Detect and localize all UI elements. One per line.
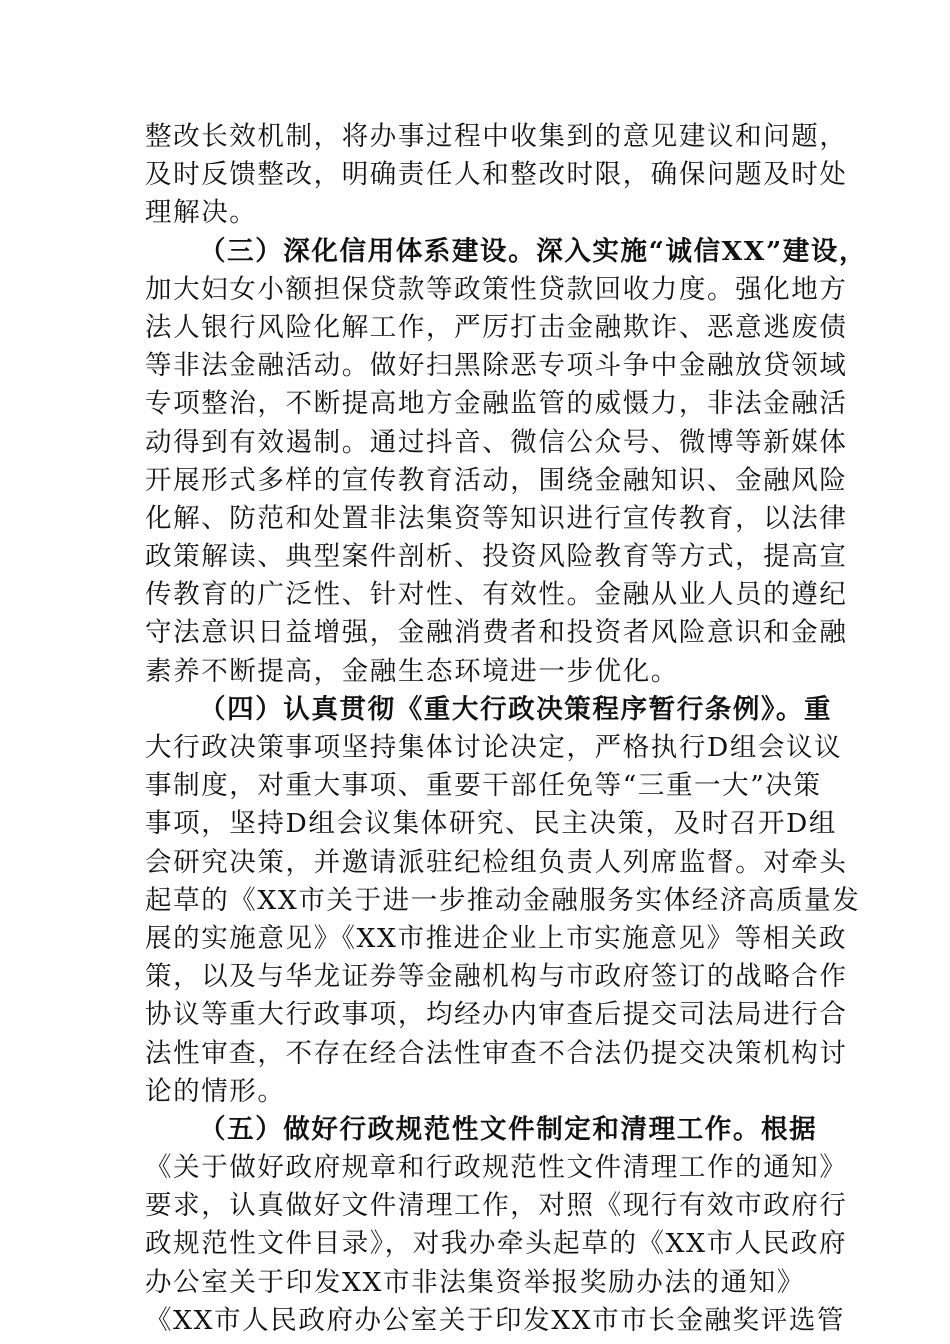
- text-line: 《关于做好政府规章和行政规范性文件清理工作的通知》: [145, 1152, 848, 1184]
- text-line: 政策解读、典型案件剖析、投资风险教育等方式，提高宣: [145, 541, 848, 573]
- section-heading-line: （五）做好行政规范性文件制定和清理工作。根据: [199, 1113, 818, 1145]
- text-line: 加大妇女小额担保贷款等政策性贷款回收力度。强化地方: [145, 273, 848, 305]
- text-line: 策，以及与华龙证券等金融机构与市政府签订的战略合作: [145, 961, 848, 993]
- text-line: 协议等重大行政事项，均经办内审查后提交司法局进行合: [145, 999, 848, 1031]
- text-line: 素养不断提高，金融生态环境进一步优化。: [145, 655, 679, 687]
- text-line: 起草的《XX市关于进一步推动金融服务实体经济高质量发: [145, 884, 861, 916]
- text-line: 开展形式多样的宣传教育活动，围绕金融知识、金融风险: [145, 464, 848, 496]
- text-line: 事项，坚持D组会议集体研究、民主决策，及时召开D组: [145, 808, 837, 840]
- text-line: 法人银行风险化解工作，严厉打击金融欺诈、恶意逃废债: [145, 311, 848, 343]
- text-line: 展的实施意见》《XX市推进企业上市实施意见》等相关政: [145, 922, 848, 954]
- text-line: 守法意识日益增强，金融消费者和投资者风险意识和金融: [145, 617, 848, 649]
- text-line: 动得到有效遏制。通过抖音、微信公众号、微博等新媒体: [145, 426, 848, 458]
- text-line: 论的情形。: [145, 1075, 286, 1107]
- text-line: 事制度，对重大事项、重要干部任免等“三重一大”决策: [145, 770, 822, 802]
- text-line: 政规范性文件目录》，对我办牵头起草的《XX市人民政府: [145, 1228, 848, 1260]
- document-body: [145, 118, 868, 1340]
- text-line: 专项整治，不断提高地方金融监管的威慑力，非法金融活: [145, 388, 848, 420]
- text-line: 法性审查，不存在经合法性审查不合法仍提交决策机构讨: [145, 1037, 848, 1069]
- text-line: 化解、防范和处置非法集资等知识进行宣传教育，以法律: [145, 502, 848, 534]
- text-line: 及时反馈整改，明确责任人和整改时限，确保问题及时处: [145, 159, 848, 191]
- text-line: 《XX市人民政府办公室关于印发XX市市长金融奖评选管: [145, 1304, 846, 1336]
- section-heading-line: （三）深化信用体系建设。深入实施“诚信XX”建设，: [199, 235, 868, 267]
- text-line: 理解决。: [145, 197, 258, 229]
- section-heading-line: （四）认真贯彻《重大行政决策程序暂行条例》。重: [199, 693, 833, 725]
- text-line: 传教育的广泛性、针对性、有效性。金融从业人员的遵纪: [145, 579, 848, 611]
- text-line: 等非法金融活动。做好扫黑除恶专项斗争中金融放贷领域: [145, 350, 848, 382]
- text-line: 会研究决策，并邀请派驻纪检组负责人列席监督。对牵头: [145, 846, 848, 878]
- text-line: 要求，认真做好文件清理工作，对照《现行有效市政府行: [145, 1190, 848, 1222]
- text-line: 大行政决策事项坚持集体讨论决定，严格执行D组会议议: [145, 732, 843, 763]
- text-line: 整改长效机制，将办事过程中收集到的意见建议和问题，: [145, 121, 848, 152]
- text-line: 办公室关于印发XX市非法集资举报奖励办法的通知》: [145, 1266, 805, 1298]
